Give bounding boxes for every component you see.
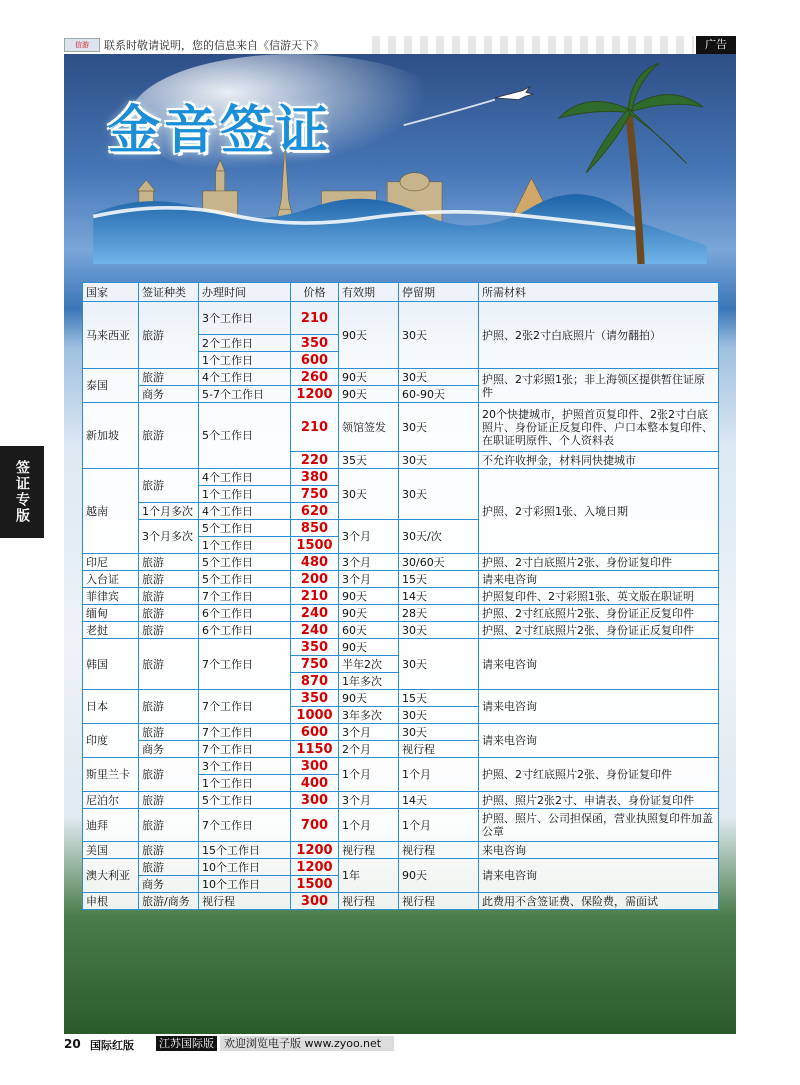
table-cell: 3个月 [339, 520, 399, 554]
table-cell: 印度 [83, 724, 139, 758]
price-cell: 1200 [291, 842, 339, 859]
table-cell: 新加坡 [83, 403, 139, 469]
price-cell: 300 [291, 758, 339, 775]
table-row [83, 588, 719, 605]
table-cell: 5个工作日 [199, 792, 291, 809]
table-header-row [83, 283, 719, 302]
column-header: 停留期 [399, 283, 479, 302]
province-label: 江苏国际版 [156, 1036, 217, 1051]
table-cell: 护照、2寸白底照片2张、身份证复印件 [479, 554, 719, 571]
table-cell: 30天 [399, 369, 479, 386]
table-row [83, 724, 719, 741]
visa-price-table [82, 282, 719, 910]
page-footer [64, 1036, 394, 1052]
price-cell: 300 [291, 893, 339, 910]
table-row [83, 403, 719, 452]
table-cell: 旅游/商务 [139, 893, 199, 910]
table-cell: 迪拜 [83, 809, 139, 842]
publication-logo: 信游 [64, 38, 100, 52]
table-cell: 护照、2寸彩照1张、入境日期 [479, 469, 719, 554]
visa-price-sheet [82, 282, 718, 910]
column-header: 办理时间 [199, 283, 291, 302]
table-cell: 尼泊尔 [83, 792, 139, 809]
table-cell: 3个月 [339, 724, 399, 741]
price-cell: 240 [291, 622, 339, 639]
table-cell: 1年 [339, 859, 399, 893]
table-cell: 旅游 [139, 842, 199, 859]
table-cell: 5个工作日 [199, 554, 291, 571]
table-cell: 请来电咨询 [479, 859, 719, 893]
table-cell: 日本 [83, 690, 139, 724]
table-cell: 90天 [339, 605, 399, 622]
price-cell: 600 [291, 724, 339, 741]
table-cell: 旅游 [139, 554, 199, 571]
price-cell: 1500 [291, 876, 339, 893]
table-row [83, 859, 719, 876]
table-cell: 旅游 [139, 571, 199, 588]
table-cell: 1个月 [399, 758, 479, 792]
visa-table-body [83, 283, 719, 910]
price-cell: 1200 [291, 859, 339, 876]
table-cell: 1个月多次 [139, 503, 199, 520]
table-cell: 15个工作日 [199, 842, 291, 859]
table-cell: 半年2次 [339, 656, 399, 673]
table-cell: 30天 [399, 403, 479, 452]
table-cell: 旅游 [139, 302, 199, 369]
table-cell: 90天 [399, 859, 479, 893]
price-cell: 350 [291, 690, 339, 707]
table-cell: 30天 [399, 302, 479, 369]
table-cell: 14天 [399, 588, 479, 605]
table-cell: 护照、2寸彩照1张；非上海领区提供暂住证原件 [479, 369, 719, 403]
website-link[interactable]: 欢迎浏览电子版 www.zyoo.net [220, 1036, 394, 1051]
table-cell: 4个工作日 [199, 503, 291, 520]
table-cell: 10个工作日 [199, 876, 291, 893]
table-cell: 5个工作日 [199, 571, 291, 588]
table-cell: 请来电咨询 [479, 724, 719, 758]
table-cell: 视行程 [399, 842, 479, 859]
table-cell: 5个工作日 [199, 403, 291, 469]
checker-pattern [364, 36, 694, 54]
table-cell: 90天 [339, 302, 399, 369]
column-header: 价格 [291, 283, 339, 302]
table-cell: 马来西亚 [83, 302, 139, 369]
table-cell: 90天 [339, 386, 399, 403]
table-cell: 7个工作日 [199, 588, 291, 605]
price-cell: 1150 [291, 741, 339, 758]
table-cell: 视行程 [339, 893, 399, 910]
column-header: 签证种类 [139, 283, 199, 302]
table-cell: 护照、照片2张2寸、申请表、身份证复印件 [479, 792, 719, 809]
table-cell: 视行程 [199, 893, 291, 910]
table-cell: 60-90天 [399, 386, 479, 403]
table-cell: 旅游 [139, 469, 199, 503]
table-cell: 印尼 [83, 554, 139, 571]
table-row [83, 690, 719, 707]
table-cell: 3个月 [339, 792, 399, 809]
table-cell: 申根 [83, 893, 139, 910]
table-cell: 30天 [399, 724, 479, 741]
table-cell: 旅游 [139, 403, 199, 469]
table-cell: 商务 [139, 741, 199, 758]
table-row [83, 571, 719, 588]
banner-title: 金音签证 [108, 101, 333, 161]
table-cell: 7个工作日 [199, 690, 291, 724]
table-cell: 4个工作日 [199, 369, 291, 386]
table-cell: 旅游 [139, 605, 199, 622]
table-cell: 护照复印件、2寸彩照1张、英文版在职证明 [479, 588, 719, 605]
table-row [83, 554, 719, 571]
price-cell: 300 [291, 792, 339, 809]
table-cell: 90天 [339, 690, 399, 707]
table-row [83, 893, 719, 910]
table-cell: 30天 [399, 469, 479, 520]
table-cell: 此费用不含签证费、保险费，需面试 [479, 893, 719, 910]
ad-banner [64, 54, 736, 1034]
source-note: 联系时敬请说明，您的信息来自《信游天下》 [104, 39, 324, 52]
table-cell: 30天 [399, 622, 479, 639]
table-cell: 1个月 [339, 758, 399, 792]
contact-info [136, 1031, 736, 1034]
table-cell: 斯里兰卡 [83, 758, 139, 792]
table-cell: 1个月 [399, 809, 479, 842]
price-cell: 1000 [291, 707, 339, 724]
price-cell: 210 [291, 302, 339, 335]
table-cell: 视行程 [339, 842, 399, 859]
table-cell: 旅游 [139, 809, 199, 842]
ad-label: 广告 [696, 36, 736, 54]
table-cell: 30天 [339, 469, 399, 520]
table-row [83, 622, 719, 639]
table-cell: 3个月 [339, 554, 399, 571]
table-cell: 请来电咨询 [479, 639, 719, 690]
table-cell: 7个工作日 [199, 741, 291, 758]
table-cell: 越南 [83, 469, 139, 554]
table-cell: 请来电咨询 [479, 690, 719, 724]
price-cell: 480 [291, 554, 339, 571]
table-cell: 1个工作日 [199, 352, 291, 369]
price-cell: 240 [291, 605, 339, 622]
table-cell: 请来电咨询 [479, 571, 719, 588]
table-cell: 7个工作日 [199, 809, 291, 842]
table-cell: 韩国 [83, 639, 139, 690]
table-cell: 菲律宾 [83, 588, 139, 605]
price-cell: 870 [291, 673, 339, 690]
top-bar [64, 36, 736, 55]
price-cell: 850 [291, 520, 339, 537]
section-tab-visa: 签证专版 [0, 446, 44, 538]
table-cell: 旅游 [139, 369, 199, 386]
table-cell: 1年多次 [339, 673, 399, 690]
price-cell: 350 [291, 335, 339, 352]
table-cell: 泰国 [83, 369, 139, 403]
table-cell: 美国 [83, 842, 139, 859]
table-cell: 3个月 [339, 571, 399, 588]
table-cell: 护照、2寸红底照片2张、身份证复印件 [479, 758, 719, 792]
table-cell: 30/60天 [399, 554, 479, 571]
table-cell: 老挝 [83, 622, 139, 639]
table-cell: 60天 [339, 622, 399, 639]
table-cell: 35天 [339, 452, 399, 469]
table-cell: 商务 [139, 876, 199, 893]
table-cell: 旅游 [139, 588, 199, 605]
table-cell: 旅游 [139, 639, 199, 690]
table-cell: 30天 [399, 639, 479, 690]
table-cell: 旅游 [139, 622, 199, 639]
table-cell: 护照、2张2寸白底照片（请勿翻拍） [479, 302, 719, 369]
table-cell: 15天 [399, 571, 479, 588]
price-cell: 210 [291, 403, 339, 452]
table-cell: 澳大利亚 [83, 859, 139, 893]
table-cell: 3个月多次 [139, 520, 199, 554]
table-cell: 3个工作日 [199, 758, 291, 775]
table-cell: 30天 [399, 707, 479, 724]
price-cell: 200 [291, 571, 339, 588]
table-cell: 6个工作日 [199, 605, 291, 622]
table-row [83, 792, 719, 809]
table-row [83, 302, 719, 335]
table-cell: 14天 [399, 792, 479, 809]
price-cell: 220 [291, 452, 339, 469]
table-cell: 领馆签发 [339, 403, 399, 452]
table-cell: 视行程 [399, 741, 479, 758]
price-cell: 750 [291, 486, 339, 503]
table-cell: 30天/次 [399, 520, 479, 554]
table-cell: 90天 [339, 588, 399, 605]
page-number: 20 [64, 1037, 81, 1051]
table-cell: 2个工作日 [199, 335, 291, 352]
edition-label: 国际红版 [90, 1039, 134, 1052]
airplane-icon [495, 87, 533, 100]
table-cell: 商务 [139, 386, 199, 403]
table-cell: 4个工作日 [199, 469, 291, 486]
column-header: 有效期 [339, 283, 399, 302]
table-cell: 1个工作日 [199, 775, 291, 792]
table-cell: 20个快捷城市，护照首页复印件、2张2寸白底照片、身份证正反复印件、户口本整本复印件、在职证明原件、个人资料表 [479, 403, 719, 452]
price-cell: 260 [291, 369, 339, 386]
table-cell: 3年多次 [339, 707, 399, 724]
table-cell: 视行程 [399, 893, 479, 910]
table-cell: 不允许收押金，材料同快捷城市 [479, 452, 719, 469]
table-row [83, 369, 719, 386]
table-row [83, 469, 719, 486]
table-cell: 30天 [399, 452, 479, 469]
table-cell: 7个工作日 [199, 724, 291, 741]
table-cell: 护照、照片、公司担保函，营业执照复印件加盖公章 [479, 809, 719, 842]
table-cell: 7个工作日 [199, 639, 291, 690]
table-cell: 护照、2寸红底照片2张、身份证正反复印件 [479, 605, 719, 622]
table-cell: 6个工作日 [199, 622, 291, 639]
table-cell: 1个工作日 [199, 486, 291, 503]
price-cell: 1500 [291, 537, 339, 554]
table-cell: 护照、2寸红底照片2张、身份证正反复印件 [479, 622, 719, 639]
table-cell: 90天 [339, 369, 399, 386]
table-cell: 5-7个工作日 [199, 386, 291, 403]
table-row [83, 809, 719, 842]
price-cell: 620 [291, 503, 339, 520]
price-cell: 750 [291, 656, 339, 673]
table-cell: 2个月 [339, 741, 399, 758]
table-cell: 旅游 [139, 758, 199, 792]
column-header: 国家 [83, 283, 139, 302]
table-cell: 90天 [339, 639, 399, 656]
price-cell: 1200 [291, 386, 339, 403]
price-cell: 350 [291, 639, 339, 656]
table-cell: 15天 [399, 690, 479, 707]
table-row [83, 639, 719, 656]
column-header: 所需材料 [479, 283, 719, 302]
table-cell: 旅游 [139, 690, 199, 724]
table-cell: 旅游 [139, 792, 199, 809]
table-cell: 1个月 [339, 809, 399, 842]
price-cell: 380 [291, 469, 339, 486]
price-cell: 400 [291, 775, 339, 792]
table-cell: 缅甸 [83, 605, 139, 622]
price-cell: 600 [291, 352, 339, 369]
table-cell: 10个工作日 [199, 859, 291, 876]
table-cell: 1个工作日 [199, 537, 291, 554]
table-cell: 来电咨询 [479, 842, 719, 859]
table-cell: 5个工作日 [199, 520, 291, 537]
table-cell: 旅游 [139, 859, 199, 876]
table-cell: 入台证 [83, 571, 139, 588]
price-cell: 700 [291, 809, 339, 842]
price-cell: 210 [291, 588, 339, 605]
table-cell: 旅游 [139, 724, 199, 741]
table-row [83, 605, 719, 622]
table-cell: 3个工作日 [199, 302, 291, 335]
table-cell: 28天 [399, 605, 479, 622]
table-row [83, 758, 719, 775]
table-row [83, 842, 719, 859]
